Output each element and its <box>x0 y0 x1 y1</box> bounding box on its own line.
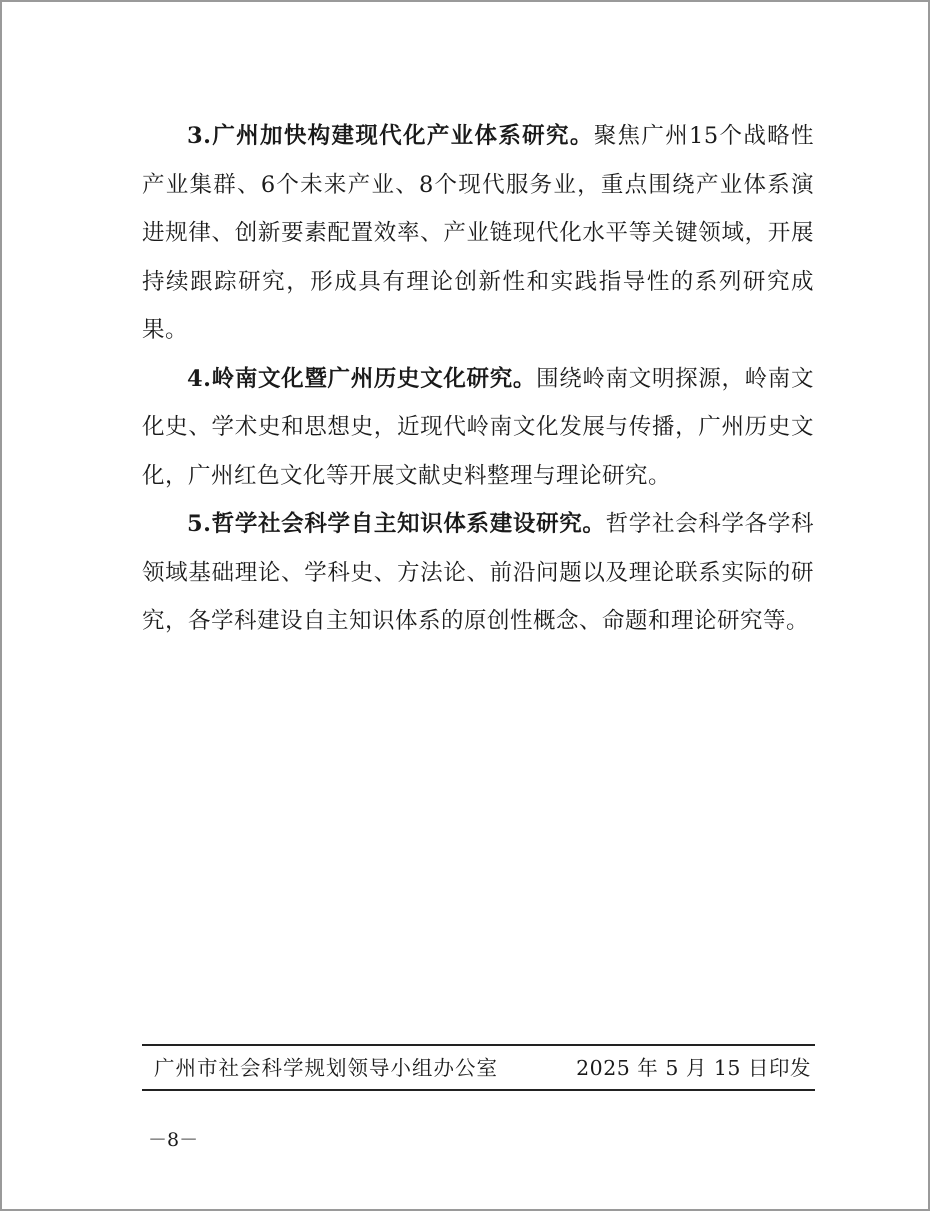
issuer-name: 广州市社会科学规划领导小组办公室 <box>154 1056 498 1080</box>
document-body <box>142 112 814 646</box>
paragraph-body: 哲学社会科学各学科领域基础理论、学科史、方法论、前沿问题以及理论联系实际的研究，各学科建设自主知识体系的原创性概念、命题和理论研究等。 <box>142 511 814 634</box>
paragraph-heading: 5.哲学社会科学自主知识体系建设研究。 <box>187 511 606 537</box>
paragraph-item-5 <box>142 500 814 646</box>
footer-top-rule <box>142 1044 815 1046</box>
footer-bottom-rule <box>142 1089 815 1091</box>
footer-issuer-row <box>142 1048 815 1088</box>
print-date: 2025 年 5 月 15 日印发 <box>576 1056 811 1080</box>
paragraph-heading: 3.广州加快构建现代化产业体系研究。 <box>187 123 594 149</box>
paragraph-item-3 <box>142 112 814 355</box>
paragraph-heading: 4.岭南文化暨广州历史文化研究。 <box>187 365 537 392</box>
paragraph-item-4 <box>142 355 814 501</box>
paragraph-body: 围绕岭南文明探源，岭南文化史、学术史和思想史，近现代岭南文化发展与传播，广州历史文化，广州红色文化等开展文献史料整理与理论研究。 <box>142 365 814 489</box>
paragraph-body: 聚焦广州15个战略性产业集群、6个未来产业、8个现代服务业，重点围绕产业体系演进规律、创新要素配置效率、产业链现代化水平等关键领域，开展持续跟踪研究，形成具有理论创新性和实践指导性的系列研究成果。 <box>142 123 814 343</box>
page-number: －8－ <box>148 1129 199 1151</box>
